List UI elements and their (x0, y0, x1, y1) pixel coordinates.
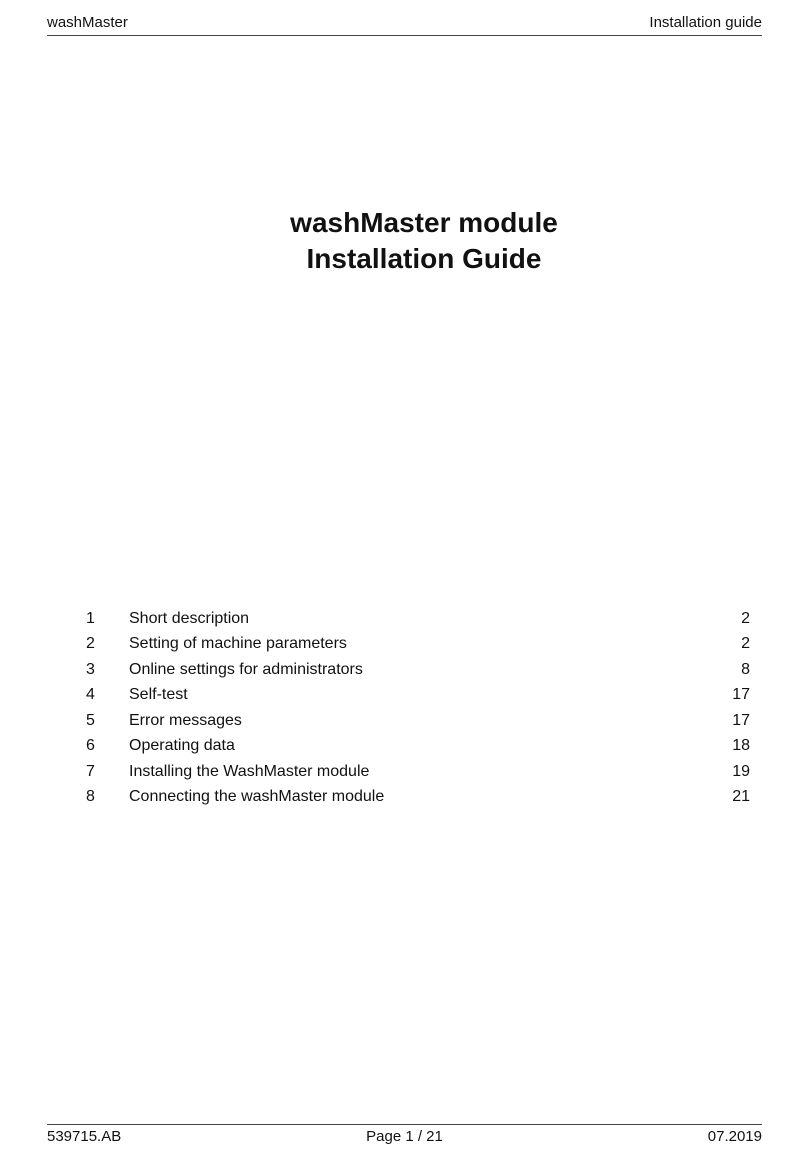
toc-entry-title: Connecting the washMaster module (129, 788, 385, 806)
toc-entry-page: 2 (741, 635, 750, 653)
page-footer (47, 1124, 762, 1145)
document-title (0, 205, 808, 277)
toc-entry[interactable] (86, 632, 750, 658)
toc-entry[interactable] (86, 683, 750, 709)
toc-entry-number: 4 (86, 686, 95, 704)
toc-entry-title: Self-test (129, 686, 188, 704)
toc-entry-title: Online settings for administrators (129, 660, 363, 678)
table-of-contents (86, 606, 750, 810)
toc-entry-page: 17 (732, 711, 750, 729)
toc-entry[interactable] (86, 606, 750, 632)
toc-entry[interactable] (86, 734, 750, 760)
toc-entry-page: 2 (741, 609, 750, 627)
toc-entry-title: Short description (129, 609, 250, 627)
header-product-name: washMaster (47, 14, 128, 31)
toc-entry[interactable] (86, 759, 750, 785)
toc-entry-title: Error messages (129, 711, 242, 729)
header-document-type: Installation guide (649, 14, 762, 31)
title-line-1: washMaster module (290, 207, 558, 238)
toc-entry-page: 17 (732, 686, 750, 704)
toc-entry[interactable] (86, 708, 750, 734)
toc-entry-page: 19 (732, 762, 750, 780)
title-line-2: Installation Guide (306, 243, 542, 274)
footer-date: 07.2019 (707, 1128, 762, 1145)
toc-entry-number: 2 (86, 635, 95, 653)
toc-entry-title: Operating data (129, 737, 235, 755)
toc-entry-number: 8 (86, 788, 95, 806)
toc-entry-title: Installing the WashMaster module (129, 762, 370, 780)
toc-entry-title: Setting of machine parameters (129, 635, 347, 653)
toc-entry-number: 6 (86, 737, 95, 755)
toc-entry-number: 7 (86, 762, 95, 780)
toc-entry-page: 18 (732, 737, 750, 755)
toc-entry[interactable] (86, 785, 750, 811)
toc-entry-page: 8 (741, 660, 750, 678)
toc-entry-number: 5 (86, 711, 95, 729)
page-header (47, 14, 762, 36)
toc-entry-page: 21 (732, 788, 750, 806)
toc-entry[interactable] (86, 657, 750, 683)
footer-document-number: 539715.AB (47, 1128, 122, 1145)
toc-entry-number: 3 (86, 660, 95, 678)
footer-page-number: Page 1 / 21 (366, 1128, 443, 1145)
toc-entry-number: 1 (86, 609, 95, 627)
